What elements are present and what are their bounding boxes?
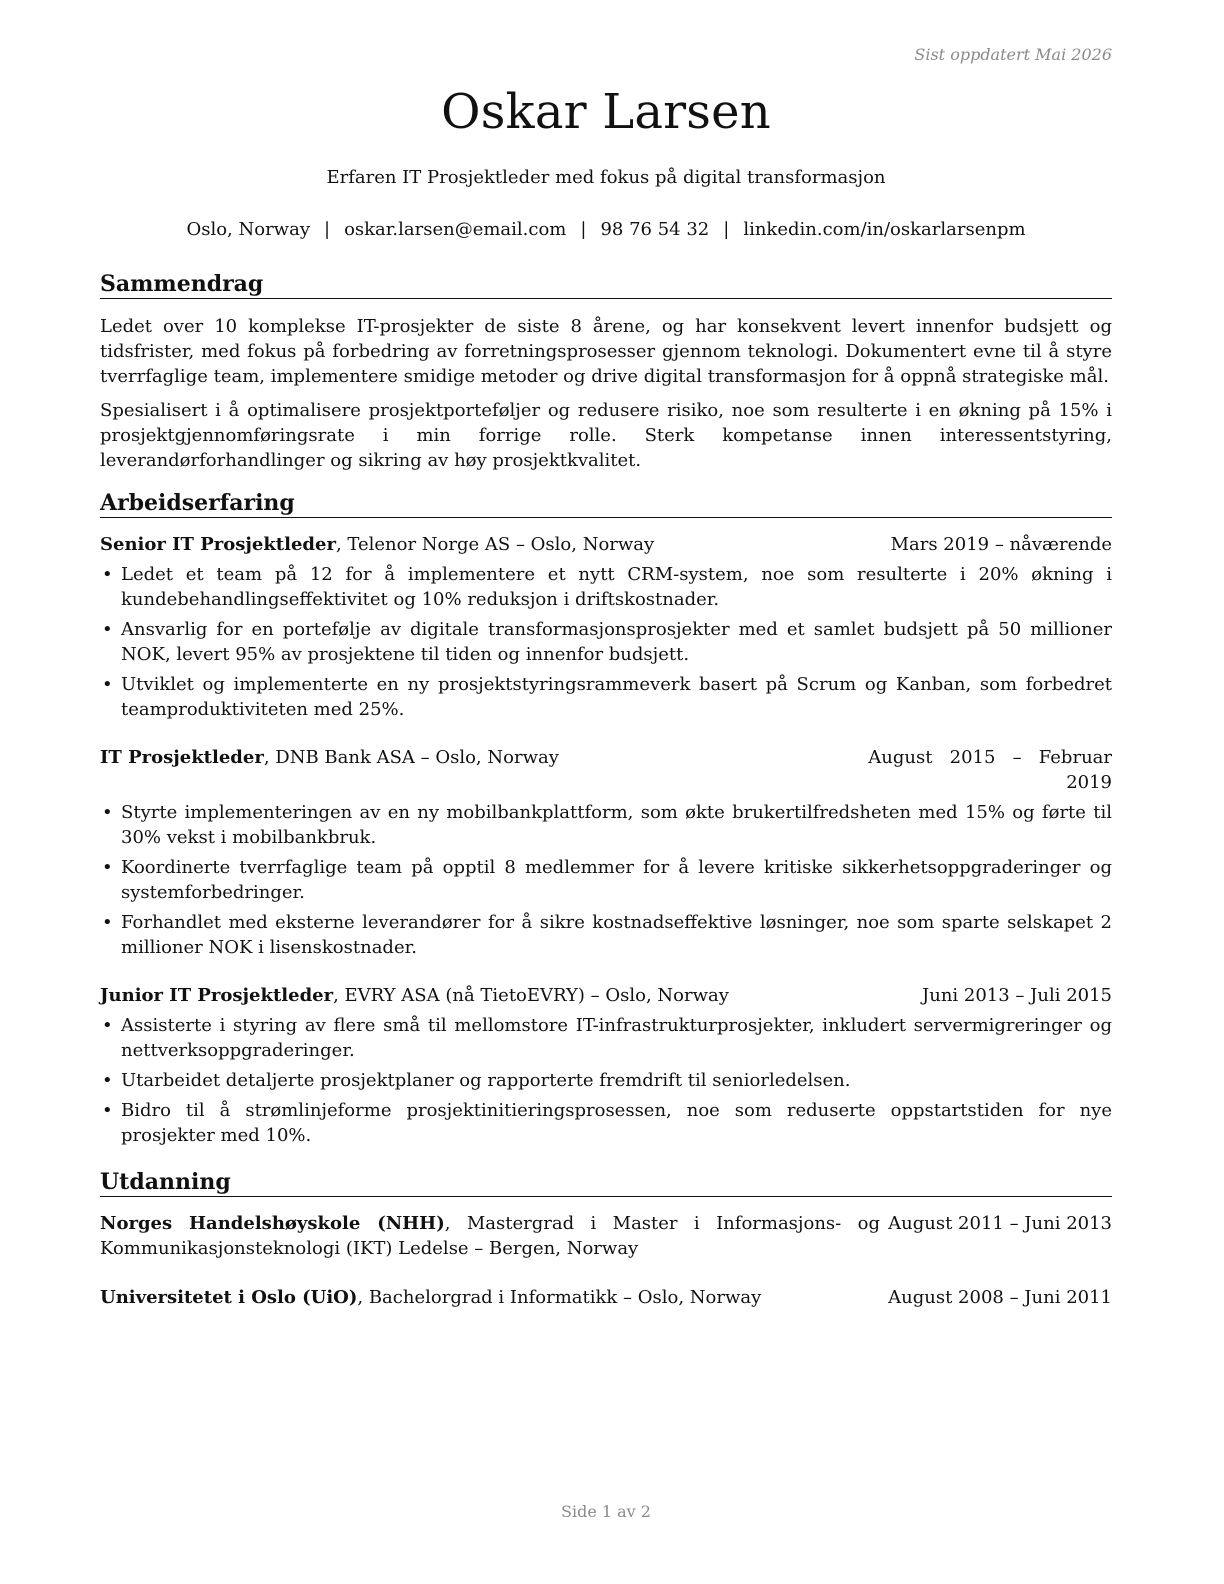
- job-company: , Telenor Norge AS – Oslo, Norway: [335, 534, 655, 555]
- contact-separator: |: [323, 219, 331, 240]
- list-item: • Utviklet og implementerte en ny prosjektstyringsrammeverk basert på Scrum og Kanban, som forbedret teamproduktiviteten med 25%.: [100, 672, 1112, 722]
- list-item: • Utarbeidet detaljerte prosjektplaner og rapporterte fremdrift til seniorledelsen.: [100, 1068, 1112, 1093]
- list-item: • Bidro til å strømlinjeforme prosjektinitieringsprosessen, noe som reduserte oppstartstiden for nye prosjekter med 10%.: [100, 1098, 1112, 1148]
- job-company: , DNB Bank ASA – Oslo, Norway: [263, 747, 559, 768]
- job-role: Junior IT Prosjektleder: [100, 985, 334, 1006]
- contact-linkedin[interactable]: linkedin.com/in/oskarlarsenpm: [743, 219, 1026, 240]
- job-dates: Juni 2013 – Juli 2015: [922, 985, 1112, 1006]
- education-school: Norges Handelshøyskole (NHH): [100, 1213, 445, 1234]
- job-role: IT Prosjektleder: [100, 747, 264, 768]
- contact-separator: |: [580, 219, 587, 240]
- section-title-education: Utdanning: [100, 1168, 1112, 1197]
- education-school: Universitetet i Oslo (UiO): [100, 1287, 358, 1308]
- contact-separator: |: [723, 219, 730, 240]
- job-dates-line-1: August 2015 – Februar: [868, 747, 1112, 768]
- section-title-summary: Sammendrag: [100, 270, 1112, 299]
- education-degree: , Bachelorgrad i Informatikk – Oslo, Norway: [357, 1287, 762, 1308]
- education-dates: August 2008 – Juni 2011: [888, 1287, 1112, 1308]
- list-item: • Ledet et team på 12 for å implementere et nytt CRM-system, noe som resulterte i 20% økning i kundebehandlingseffektivitet og 10% reduksjon i driftskostnader.: [100, 562, 1112, 612]
- summary-paragraph-2: Spesialisert i å optimalisere prosjektporteføljer og redusere risiko, noe som resulterte i en økning på 15% i prosjektgjennomføringsrate i min forrige rolle. Sterk kompetanse innen interessentstyring, leverandørforhandlinger og sikring av høy prosjektkvalitet.: [100, 400, 1112, 471]
- education-details: [100, 1285, 880, 1310]
- candidate-name: Oskar Larsen: [441, 84, 771, 140]
- section-title-experience: Arbeidserfaring: [100, 489, 1112, 518]
- education-degree: , Mastergrad i Master i Informasjons- og Kommunikasjonsteknologi (IKT) Ledelse – Bergen, Norway: [100, 1213, 880, 1259]
- job-title-line: [100, 532, 654, 557]
- last-updated: Sist oppdatert Mai 2026: [914, 45, 1112, 64]
- tagline: Erfaren IT Prosjektleder med fokus på digital transformasjon: [326, 167, 886, 188]
- contact-phone: 98 76 54 32: [600, 219, 710, 240]
- job-bullets: [100, 1013, 1112, 1153]
- job-title-line: [100, 745, 559, 770]
- education-dates: August 2011 – Juni 2013: [888, 1213, 1112, 1234]
- summary-paragraph-1: Ledet over 10 komplekse IT-prosjekter de siste 8 årene, og har konsekvent levert innenfor budsjett og tidsfrister, med fokus på forbedring av forretningsprosesser gjennom teknologi. Dokumentert evne til å styre tverrfaglige team, implementere smidige metoder og drive digital transformasjon for å oppnå strategiske mål.: [100, 316, 1112, 387]
- education-details: [100, 1211, 880, 1261]
- job-dates-line-2: 2019: [1066, 772, 1112, 793]
- list-item: • Koordinerte tverrfaglige team på opptil 8 medlemmer for å levere kritiske sikkerhetsoppgraderinger og systemforbedringer.: [100, 855, 1112, 905]
- list-item: • Forhandlet med eksterne leverandører for å sikre kostnadseffektive løsninger, noe som sparte selskapet 2 millioner NOK i lisenskostnader.: [100, 910, 1112, 960]
- list-item: • Assisterte i styring av flere små til mellomstore IT-infrastrukturprosjekter, inkludert servermigreringer og nettverksoppgraderinger.: [100, 1013, 1112, 1063]
- list-item: • Ansvarlig for en portefølje av digitale transformasjonsprosjekter med et samlet budsjett på 50 millioner NOK, levert 95% av prosjektene til tiden og innenfor budsjett.: [100, 617, 1112, 667]
- job-dates: Mars 2019 – nåværende: [890, 534, 1112, 555]
- resume-page: [100, 0, 1112, 1584]
- job-bullets: [100, 800, 1112, 965]
- page-number: Side 1 av 2: [561, 1502, 651, 1521]
- job-title-line: [100, 983, 729, 1008]
- job-dates: [868, 745, 1112, 795]
- list-item: • Styrte implementeringen av en ny mobilbankplattform, som økte brukertilfredsheten med 15% og førte til 30% vekst i mobilbankbruk.: [100, 800, 1112, 850]
- contact-location: Oslo, Norway: [186, 219, 310, 240]
- contact-line: [100, 219, 1112, 240]
- contact-email[interactable]: oskar.larsen@email.com: [344, 219, 567, 240]
- job-bullets: [100, 562, 1112, 727]
- job-company: , EVRY ASA (nå TietoEVRY) – Oslo, Norway: [333, 985, 729, 1006]
- job-role: Senior IT Prosjektleder: [100, 534, 336, 555]
